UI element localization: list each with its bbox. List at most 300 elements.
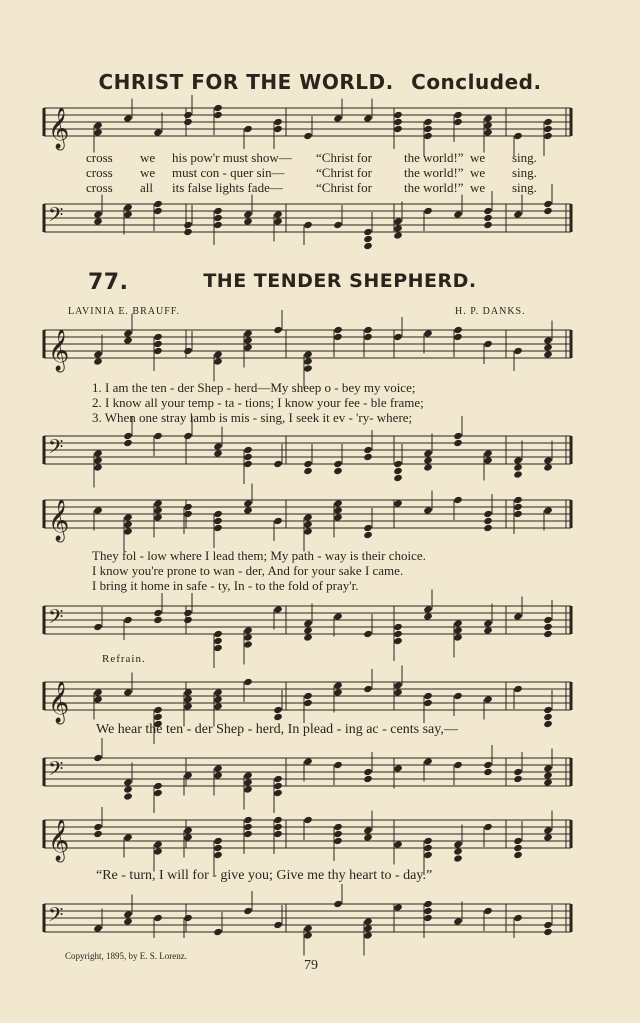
note-head (513, 456, 523, 464)
note-head (183, 771, 193, 779)
note-head (423, 207, 433, 215)
note-head (183, 503, 193, 511)
note-head (333, 506, 343, 514)
note-head (93, 210, 103, 218)
note-head (243, 785, 253, 793)
note-head (483, 340, 493, 348)
note-head (483, 768, 493, 776)
note-head (93, 754, 103, 762)
note-head (483, 695, 493, 703)
note-head (513, 510, 523, 518)
bass-staff-system-2 (36, 428, 581, 480)
refrain-line-2: “Re - turn, I will for - give you; Give me thy heart to - day.” (96, 868, 433, 883)
note-head (183, 118, 193, 126)
note-head (243, 823, 253, 831)
note-head (123, 513, 133, 521)
note-head (543, 706, 553, 714)
lyricist-credit: LAVINIA E. BRAUFF. (68, 306, 181, 317)
hymn2-verse-block-2 (92, 548, 592, 593)
note-head (183, 826, 193, 834)
note-head (123, 336, 133, 344)
note-head (423, 612, 433, 620)
note-head (333, 114, 343, 122)
note-head (303, 357, 313, 365)
hymn-title: THE TENDER SHEPHERD. (203, 270, 477, 292)
note-head (213, 851, 223, 859)
note-head (393, 499, 403, 507)
note-head (333, 513, 343, 521)
note-head (303, 527, 313, 535)
note-head (93, 688, 103, 696)
note-head (123, 520, 133, 528)
note-head (213, 449, 223, 457)
note-head (213, 214, 223, 222)
note-head (513, 132, 523, 140)
note-head (213, 350, 223, 358)
note-head (243, 778, 253, 786)
note-head (273, 125, 283, 133)
note-head (483, 456, 493, 464)
note-head (213, 688, 223, 696)
note-head (333, 823, 343, 831)
note-head (453, 633, 463, 641)
note-head (243, 907, 253, 915)
note-head (513, 210, 523, 218)
note-head (363, 931, 373, 939)
note-head (483, 510, 493, 518)
note-head (483, 221, 493, 229)
hymn-title-christ-for-the-world (0, 70, 640, 94)
lyric-word: “Christ for (316, 165, 372, 180)
note-head (453, 210, 463, 218)
note-head (363, 524, 373, 532)
note-head (273, 118, 283, 126)
note-head (453, 626, 463, 634)
note-head (183, 432, 193, 440)
note-head (213, 637, 223, 645)
note-head (393, 231, 403, 239)
note-head (543, 623, 553, 631)
note-head (543, 778, 553, 786)
bass-clef-icon: 𝄢 (48, 903, 64, 931)
note-head (543, 771, 553, 779)
note-head (333, 467, 343, 475)
verse-3-line: 3. When one stray lamb is mis - sing, I seek it ev - 'ry- where; (92, 410, 413, 425)
note-head (543, 506, 553, 514)
note-head (303, 221, 313, 229)
note-head (153, 499, 163, 507)
lyric-word: sing. (512, 165, 537, 180)
note-head (333, 681, 343, 689)
verse-2-line: I know you're prone to wan - der, And for your sake I came. (92, 563, 404, 578)
note-head (123, 917, 133, 925)
note-head (543, 456, 553, 464)
note-head (123, 114, 133, 122)
note-head (213, 357, 223, 365)
note-head (303, 467, 313, 475)
note-head (183, 688, 193, 696)
note-head (543, 336, 553, 344)
note-head (543, 463, 553, 471)
note-head (213, 207, 223, 215)
hymn-title: CHRIST FOR THE WORLD. (98, 70, 394, 94)
note-head (423, 692, 433, 700)
bass-staff-system-4 (36, 750, 581, 802)
note-head (93, 217, 103, 225)
note-head (93, 449, 103, 457)
note-head (543, 833, 553, 841)
note-head (333, 900, 343, 908)
note-head (423, 844, 433, 852)
note-head (153, 200, 163, 208)
verse-1-line: 1. I am the ten - der Shep - herd—My sheep o - bey my voice; (92, 380, 416, 395)
lyric-word: his pow'r must show— (172, 150, 292, 165)
note-head (123, 210, 133, 218)
note-head (243, 633, 253, 641)
note-head (303, 619, 313, 627)
note-head (513, 837, 523, 845)
note-head (93, 350, 103, 358)
note-head (333, 761, 343, 769)
note-head (363, 228, 373, 236)
note-head (363, 685, 373, 693)
note-head (363, 446, 373, 454)
note-head (123, 432, 133, 440)
note-head (183, 833, 193, 841)
note-head (183, 702, 193, 710)
note-head (93, 695, 103, 703)
note-head (423, 125, 433, 133)
lyric-word: sing. (512, 150, 537, 165)
note-head (123, 329, 133, 337)
note-head (393, 688, 403, 696)
note-head (153, 333, 163, 341)
note-head (393, 630, 403, 638)
note-head (543, 630, 553, 638)
treble-staff-system-2 (36, 322, 581, 374)
note-head (213, 764, 223, 772)
note-head (393, 333, 403, 341)
note-head (393, 840, 403, 848)
treble-clef-icon: 𝄞 (48, 108, 70, 149)
note-head (213, 442, 223, 450)
note-head (393, 637, 403, 645)
hymn1-verse-3 (60, 180, 560, 195)
note-head (153, 713, 163, 721)
note-head (303, 699, 313, 707)
note-head (213, 104, 223, 112)
note-head (363, 333, 373, 341)
note-head (243, 626, 253, 634)
note-head (393, 623, 403, 631)
note-head (303, 132, 313, 140)
note-head (213, 695, 223, 703)
note-head (93, 623, 103, 631)
note-head (93, 357, 103, 365)
note-head (93, 128, 103, 136)
note-head (243, 446, 253, 454)
lyric-word: “Christ for (316, 180, 372, 195)
note-head (393, 467, 403, 475)
note-head (483, 207, 493, 215)
note-head (243, 460, 253, 468)
note-head (183, 221, 193, 229)
lyric-word: we (470, 165, 486, 180)
note-head (303, 692, 313, 700)
note-head (213, 524, 223, 532)
lyric-word: we (470, 180, 486, 195)
note-head (123, 203, 133, 211)
refrain-label: Refrain. (102, 653, 146, 665)
bass-staff-system-3 (36, 598, 581, 650)
note-head (423, 132, 433, 140)
note-head (543, 616, 553, 624)
note-head (333, 499, 343, 507)
note-head (243, 210, 253, 218)
treble-clef-icon: 𝄞 (48, 682, 70, 723)
note-head (273, 605, 283, 613)
note-head (123, 778, 133, 786)
note-head (303, 931, 313, 939)
note-head (423, 329, 433, 337)
note-head (363, 826, 373, 834)
note-head (273, 326, 283, 334)
note-head (543, 118, 553, 126)
note-head (153, 789, 163, 797)
note-head (483, 761, 493, 769)
note-head (333, 326, 343, 334)
note-head (303, 350, 313, 358)
note-head (303, 757, 313, 765)
note-head (153, 432, 163, 440)
note-head (183, 616, 193, 624)
note-head (243, 217, 253, 225)
lyric-word: cross (86, 165, 113, 180)
note-head (183, 510, 193, 518)
note-head (483, 524, 493, 532)
lyric-word: we (470, 150, 486, 165)
note-head (333, 612, 343, 620)
hymn1-verse-block (60, 150, 560, 195)
note-head (273, 782, 283, 790)
note-head (393, 474, 403, 482)
note-head (393, 111, 403, 119)
bass-clef-icon: 𝄢 (48, 605, 64, 633)
note-head (213, 510, 223, 518)
note-head (423, 456, 433, 464)
note-head (363, 531, 373, 539)
note-head (543, 826, 553, 834)
note-head (303, 513, 313, 521)
note-head (453, 917, 463, 925)
verse-2-line: 2. I know all your temp - ta - tions; I know your fee - ble frame; (92, 395, 424, 410)
note-head (93, 924, 103, 932)
note-head (153, 128, 163, 136)
note-head (393, 764, 403, 772)
note-head (213, 928, 223, 936)
note-head (273, 921, 283, 929)
note-head (423, 851, 433, 859)
note-head (303, 924, 313, 932)
note-head (153, 506, 163, 514)
note-head (183, 111, 193, 119)
note-head (213, 844, 223, 852)
lyric-word: we (140, 165, 156, 180)
hymn-title-tender-shepherd (0, 270, 640, 295)
lyric-word: sing. (512, 180, 537, 195)
page-number: 79 (304, 958, 318, 973)
note-head (153, 847, 163, 855)
note-head (423, 449, 433, 457)
note-head (303, 460, 313, 468)
note-head (183, 347, 193, 355)
bass-staff-system-1 (36, 196, 581, 246)
note-head (273, 713, 283, 721)
note-head (423, 914, 433, 922)
note-head (543, 125, 553, 133)
lyric-word: the world!” (404, 180, 464, 195)
note-head (153, 782, 163, 790)
note-head (333, 333, 343, 341)
note-head (423, 900, 433, 908)
treble-clef-icon: 𝄞 (48, 330, 70, 371)
note-head (483, 214, 493, 222)
verse-3-line: I bring it home in safe - ty, In - to the fold of pray'r. (92, 578, 359, 593)
note-head (483, 449, 493, 457)
note-head (543, 350, 553, 358)
note-head (93, 823, 103, 831)
note-head (153, 706, 163, 714)
note-head (453, 619, 463, 627)
note-head (333, 837, 343, 845)
lyric-word: must con - quer sin— (172, 165, 285, 180)
note-head (363, 833, 373, 841)
note-head (243, 830, 253, 838)
note-head (543, 132, 553, 140)
note-head (303, 520, 313, 528)
note-head (393, 224, 403, 232)
note-head (93, 463, 103, 471)
note-head (453, 761, 463, 769)
note-head (543, 764, 553, 772)
note-head (303, 626, 313, 634)
note-head (153, 840, 163, 848)
note-head (273, 789, 283, 797)
refrain-line-1: We hear the ten - der Shep - herd, In plead - ing ac - cents say,— (96, 722, 458, 737)
note-head (273, 823, 283, 831)
note-head (543, 343, 553, 351)
note-head (123, 833, 133, 841)
note-head (393, 903, 403, 911)
note-head (123, 439, 133, 447)
note-head (513, 496, 523, 504)
note-head (423, 506, 433, 514)
lyric-word: the world!” (404, 150, 464, 165)
note-head (213, 517, 223, 525)
note-head (513, 685, 523, 693)
note-head (363, 768, 373, 776)
treble-staff-system-5 (36, 812, 581, 864)
note-head (393, 118, 403, 126)
note-head (363, 630, 373, 638)
note-head (333, 830, 343, 838)
note-head (453, 432, 463, 440)
note-head (123, 688, 133, 696)
note-head (423, 463, 433, 471)
note-head (93, 456, 103, 464)
note-head (243, 506, 253, 514)
lyric-word: cross (86, 180, 113, 195)
hymn2-verse-block-1 (92, 380, 592, 425)
note-head (93, 830, 103, 838)
note-head (213, 111, 223, 119)
note-head (243, 816, 253, 824)
note-head (333, 221, 343, 229)
note-head (423, 757, 433, 765)
lyric-word: we (140, 150, 156, 165)
bass-clef-icon: 𝄢 (48, 203, 64, 231)
note-head (393, 125, 403, 133)
note-head (243, 771, 253, 779)
note-head (483, 823, 493, 831)
note-head (333, 688, 343, 696)
treble-staff-system-3 (36, 492, 581, 544)
note-head (93, 506, 103, 514)
note-head (423, 118, 433, 126)
note-head (273, 460, 283, 468)
note-head (513, 347, 523, 355)
note-head (123, 785, 133, 793)
note-head (273, 210, 283, 218)
note-head (423, 907, 433, 915)
note-head (123, 616, 133, 624)
note-head (213, 221, 223, 229)
treble-clef-icon: 𝄞 (48, 820, 70, 861)
note-head (363, 924, 373, 932)
note-head (213, 771, 223, 779)
note-head (273, 517, 283, 525)
note-head (513, 463, 523, 471)
note-head (213, 702, 223, 710)
note-head (213, 644, 223, 652)
concluded-label: Concluded. (411, 70, 542, 94)
note-head (243, 343, 253, 351)
note-head (303, 816, 313, 824)
note-head (453, 111, 463, 119)
note-head (483, 619, 493, 627)
note-head (363, 775, 373, 783)
treble-staff-system-1 (36, 100, 581, 150)
note-head (153, 609, 163, 617)
note-head (423, 837, 433, 845)
note-head (453, 333, 463, 341)
note-head (423, 699, 433, 707)
note-head (393, 217, 403, 225)
note-head (123, 910, 133, 918)
note-head (453, 496, 463, 504)
note-head (273, 775, 283, 783)
note-head (303, 364, 313, 372)
bass-clef-icon: 𝄢 (48, 757, 64, 785)
note-head (453, 439, 463, 447)
note-head (243, 336, 253, 344)
note-head (543, 207, 553, 215)
verse-1-line: They fol - low where I lead them; My path - way is their choice. (92, 548, 426, 563)
note-head (183, 228, 193, 236)
note-head (363, 235, 373, 243)
note-head (213, 630, 223, 638)
note-head (213, 837, 223, 845)
